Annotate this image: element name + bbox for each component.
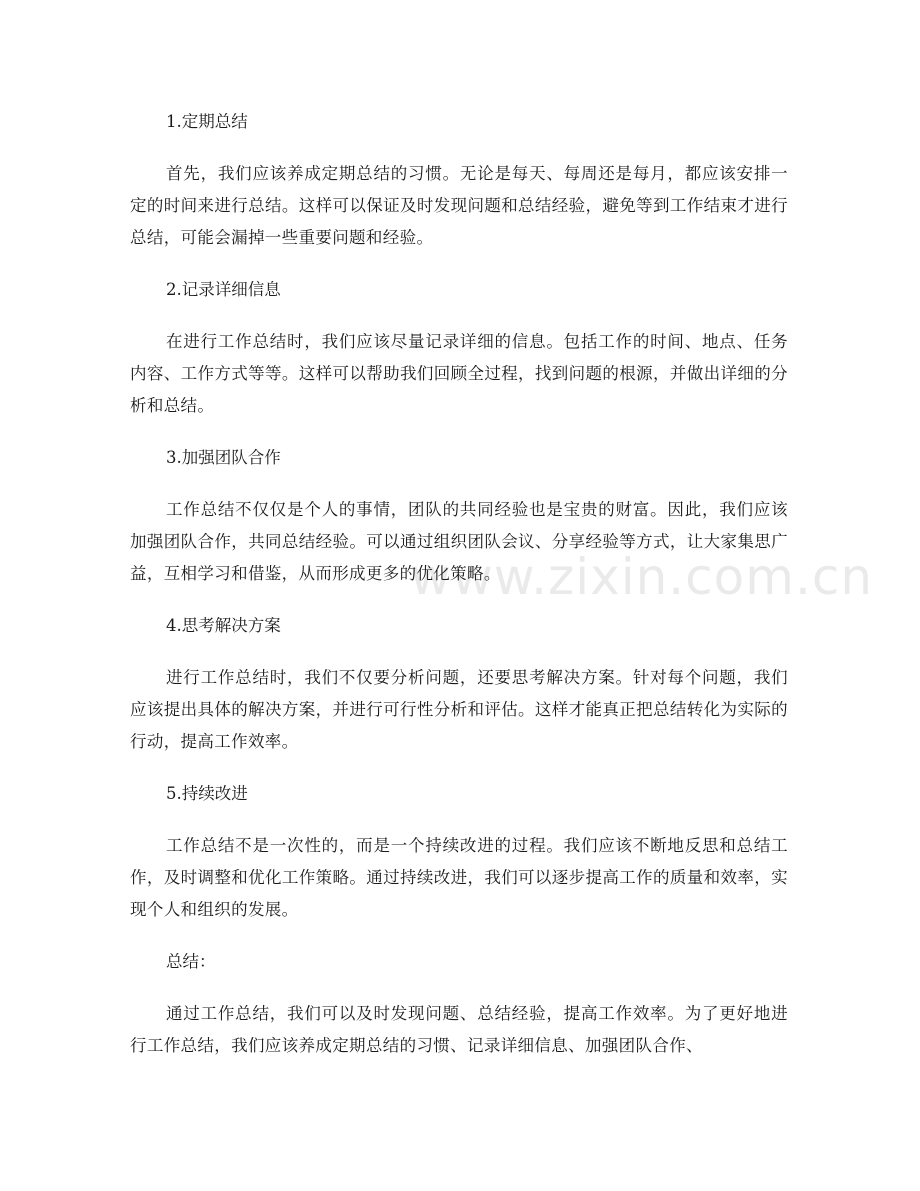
document-body — [130, 106, 788, 1062]
section-body-2: 在进行工作总结时，我们应该尽量记录详细的信息。包括工作的时间、地点、任务内容、工作方式等等。这样可以帮助我们回顾全过程，找到问题的根源，并做出详细的分析和总结。 — [130, 332, 788, 415]
summary-body: 通过工作总结，我们可以及时发现问题、总结经验，提高工作效率。为了更好地进行工作总结，我们应该养成定期总结的习惯、记录详细信息、加强团队合作、 — [130, 1004, 788, 1055]
section-heading-1: 1.定期总结 — [166, 112, 248, 131]
section-body-3: 工作总结不仅仅是个人的事情，团队的共同经验也是宝贵的财富。因此，我们应该加强团队合作，共同总结经验。可以通过组织团队会议、分享经验等方式，让大家集思广益，互相学习和借鉴，从而形成更多的优化策略。 — [130, 500, 788, 583]
section-heading-2: 2.记录详细信息 — [166, 280, 281, 299]
summary-heading: 总结： — [166, 952, 216, 971]
section-heading-3: 3.加强团队合作 — [166, 448, 281, 467]
section-body-5: 工作总结不是一次性的，而是一个持续改进的过程。我们应该不断地反思和总结工作，及时调整和优化工作策略。通过持续改进，我们可以逐步提高工作的质量和效率，实现个人和组织的发展。 — [130, 836, 788, 919]
watermark: www.zixin.com.cn — [410, 548, 874, 606]
section-body-4: 进行工作总结时，我们不仅要分析问题，还要思考解决方案。针对每个问题，我们应该提出具体的解决方案，并进行可行性分析和评估。这样才能真正把总结转化为实际的行动，提高工作效率。 — [130, 668, 788, 751]
section-heading-5: 5.持续改进 — [166, 784, 248, 803]
section-heading-4: 4.思考解决方案 — [166, 616, 281, 635]
section-body-1: 首先，我们应该养成定期总结的习惯。无论是每天、每周还是每月，都应该安排一定的时间来进行总结。这样可以保证及时发现问题和总结经验，避免等到工作结束才进行总结，可能会漏掉一些重要问题和经验。 — [130, 164, 788, 247]
